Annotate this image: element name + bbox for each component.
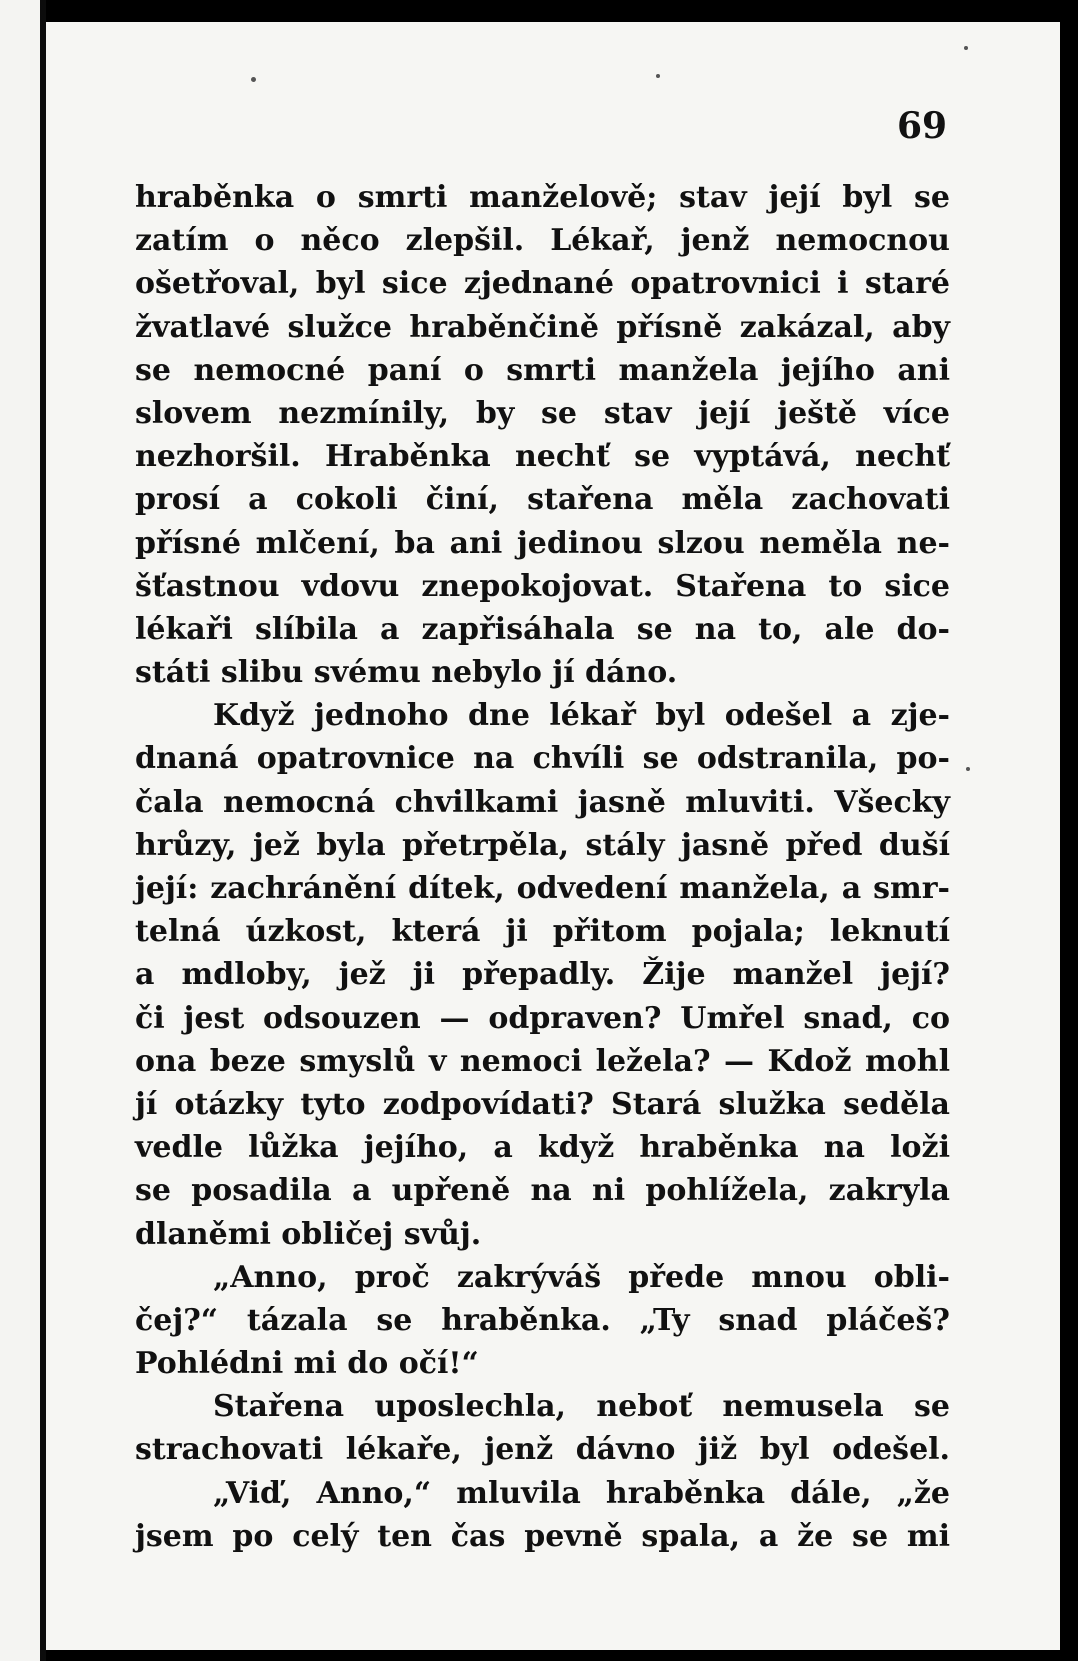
text-line: jí otázky tyto zodpovídati? Stará služka seděla (135, 1086, 950, 1122)
paper-speck (251, 77, 256, 82)
text-line: hrůzy, jež byla přetrpěla, stály jasně před duší (135, 827, 950, 863)
text-line: strachovati lékaře, jenž dávno již byl odešel. (135, 1432, 950, 1468)
paper-speck (656, 74, 660, 78)
text-line: „Viď, Anno,“ mluvila hraběnka dále, „že (213, 1475, 950, 1511)
text-line: dnaná opatrovnice na chvíli se odstranila, po- (135, 741, 950, 777)
paper-speck (964, 46, 968, 50)
text-line: přísné mlčení, ba ani jedinou slzou neměla ne- (135, 525, 950, 561)
text-line: ošetřoval, byl sice zjednané opatrovnici i staré (135, 266, 950, 302)
text-line: zatím o něco zlepšil. Lékař, jenž nemocnou (135, 223, 950, 259)
text-line: „Anno, proč zakrýváš přede mnou obli- (213, 1259, 950, 1295)
text-line: telná úzkost, která ji přitom pojala; leknutí (135, 914, 950, 950)
text-line: a mdloby, jež ji přepadly. Žije manžel její? (135, 957, 950, 993)
text-line: lékaři slíbila a zapřisáhala se na to, ale do- (135, 611, 950, 647)
text-line: státi slibu svému nebylo jí dáno. (135, 655, 678, 691)
text-line: čej?“ tázala se hraběnka. „Ty snad pláčeš? (135, 1302, 950, 1338)
text-line: Stařena uposlechla, neboť nemusela se (213, 1389, 950, 1425)
paper-speck (966, 767, 970, 771)
adjacent-page-edge (0, 0, 40, 1661)
text-line: žvatlavé služce hraběnčině přísně zakázal, aby (135, 309, 950, 345)
text-line: Když jednoho dne lékař byl odešel a zje- (213, 698, 950, 734)
text-line: ona beze smyslů v nemoci ležela? — Kdož mohl (135, 1043, 950, 1079)
text-line: hraběnka o smrti manželově; stav její byl se (135, 180, 950, 215)
text-line: se posadila a upřeně na ni pohlížela, zakryla (135, 1173, 950, 1209)
text-line: či jest odsouzen — odpraven? Umřel snad, co (135, 1000, 950, 1036)
text-line: prosí a cokoli činí, stařena měla zachovati (135, 482, 950, 518)
text-line: jsem po celý ten čas pevně spala, a že se mi (135, 1518, 950, 1554)
text-line: vedle lůžka jejího, a když hraběnka na loži (135, 1130, 950, 1166)
text-line: slovem nezmínily, by se stav její ještě více (135, 395, 950, 431)
text-line: Pohlédni mi do očí!“ (135, 1346, 479, 1382)
text-line: čala nemocná chvilkami jasně mluviti. Všecky (135, 784, 950, 820)
text-line: se nemocné paní o smrti manžela jejího ani (135, 352, 950, 388)
text-line: nezhoršil. Hraběnka nechť se vyptává, nechť (135, 439, 950, 475)
text-line: šťastnou vdovu znepokojovat. Stařena to sice (135, 568, 950, 604)
body-text (135, 176, 950, 1558)
text-line: její: zachránění dítek, odvedení manžela, a smr- (135, 871, 950, 906)
text-line: dlaněmi obličej svůj. (135, 1216, 482, 1252)
page-number: 69 (897, 105, 948, 147)
